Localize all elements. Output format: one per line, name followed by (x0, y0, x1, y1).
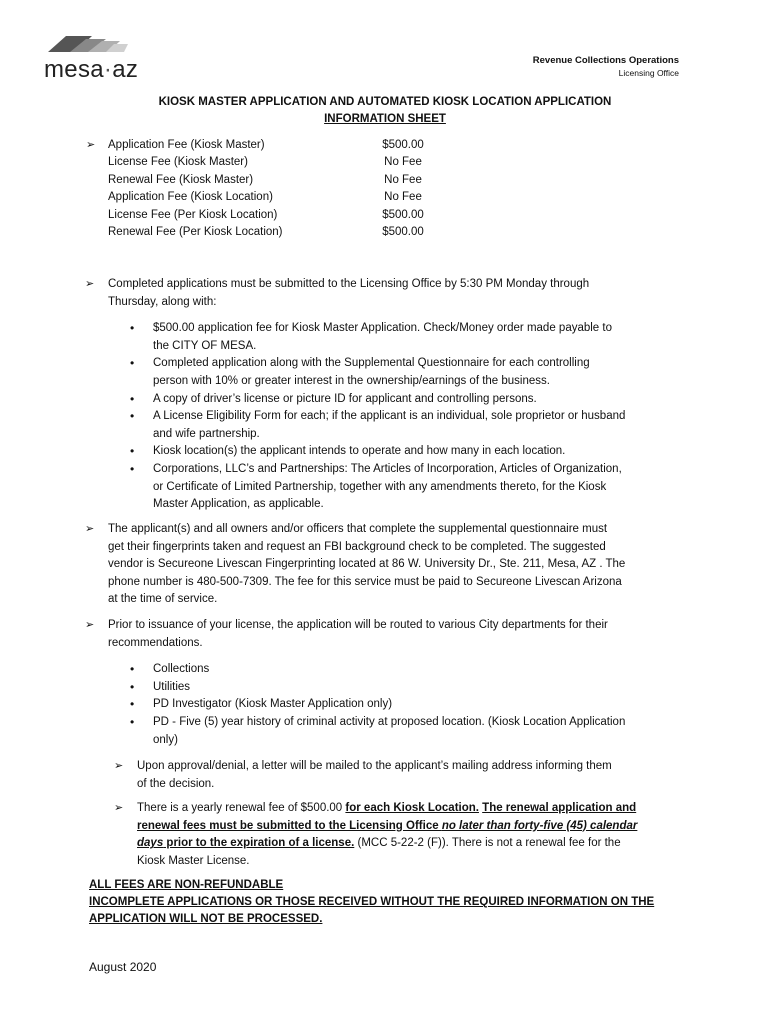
renewal-line-2: renewal fees must be submitted to the Licensing Office no later than forty-five (45) calendar (137, 819, 638, 832)
fee-row (86, 207, 438, 224)
fee-row (86, 154, 438, 171)
fee-list (86, 137, 438, 241)
fee-amount: No Fee (384, 191, 422, 204)
list-item: • Utilities (153, 679, 698, 697)
list-item: • PD - Five (5) year history of criminal activity at proposed location. (Kiosk Location Application only) (153, 714, 698, 749)
arrow-bullet-icon: ➢ (85, 278, 95, 290)
arrow-bullet-icon: ➢ (85, 523, 95, 535)
submission-section (85, 276, 698, 514)
list-item: • Kiosk location(s) the applicant intends to operate and how many in each location. (153, 443, 698, 461)
renewal-line-3: days prior to the expiration of a license. (MCC 5-22-2 (F)). There is not a renewal fee for the (137, 837, 621, 850)
arrow-bullet-icon: ➢ (86, 139, 96, 151)
document-title: KIOSK MASTER APPLICATION AND AUTOMATED KIOSK LOCATION APPLICATION (158, 96, 612, 108)
fee-row (86, 224, 438, 241)
office-subname: Licensing Office (618, 68, 679, 78)
fee-amount: $500.00 (382, 139, 424, 151)
list-item: • Collections (153, 661, 698, 679)
fee-name: License Fee (Kiosk Master) (108, 156, 248, 169)
list-item: • Completed application along with the Supplemental Questionnaire for each controlling person with 10% or greater interest in the ownership/earnings of the business. (153, 355, 698, 390)
renewal-line-1: There is a yearly renewal fee of $500.00 for each Kiosk Location. The renewal application and (137, 802, 637, 814)
routing-text: Prior to issuance of your license, the application will be routed to various City departments for their recommendations. (108, 619, 608, 649)
fee-name: Application Fee (Kiosk Location) (108, 191, 273, 204)
approval-section: ➢ Upon approval/denial, a letter will be mailed to the applicant’s mailing address informing them of the decision. (114, 760, 612, 790)
list-item: • PD Investigator (Kiosk Master Application only) (153, 696, 698, 714)
fee-amount: $500.00 (382, 208, 424, 221)
arrow-bullet-icon: ➢ (114, 802, 124, 814)
fee-name: Application Fee (Kiosk Master) (108, 139, 265, 151)
routing-section (85, 617, 698, 749)
fee-row (86, 172, 438, 189)
fingerprint-text: The applicant(s) and all owners and/or officers that complete the supplemental questionnaire must get their fingerprints taken and request an FBI background check to be completed. The suggested vendor is Secureone Livescan Fingerprinting located at 86 W. University Dr., Ste. 211, Mesa, AZ . The phone number is 480-500-7309. The fee for this service must be paid to Secureone Livescan Arizona at the time of service. (108, 523, 626, 606)
list-item: • A copy of driver’s license or picture ID for applicant and controlling persons. (153, 391, 698, 409)
arrow-bullet-icon: ➢ (114, 760, 124, 772)
fee-name: License Fee (Per Kiosk Location) (108, 208, 278, 221)
fee-amount: No Fee (384, 156, 422, 169)
important-notice: ALL FEES ARE NON-REFUNDABLE INCOMPLETE APPLICATIONS OR THOSE RECEIVED WITHOUT THE REQUIRED INFORMATION ON THE APPLICATION WILL NOT BE PROCESSED. (89, 879, 655, 925)
mesa-logo-mark-icon (48, 30, 130, 54)
office-header (533, 54, 679, 80)
logo-wordmark: mesa·az (44, 56, 139, 83)
renewal-section (114, 800, 697, 870)
fee-name: Renewal Fee (Kiosk Master) (108, 173, 254, 186)
fingerprint-section (85, 521, 698, 609)
submission-requirements-list (153, 320, 698, 514)
list-item: • $500.00 application fee for Kiosk Master Application. Check/Money order made payable to the CITY OF MESA. (153, 320, 698, 355)
fee-amount: No Fee (384, 173, 422, 186)
routing-departments-list (153, 661, 698, 749)
list-item: • A License Eligibility Form for each; if the applicant is an individual, sole proprietor or husband and wife partnership. (153, 408, 698, 443)
fee-row (86, 189, 438, 206)
fee-amount: $500.00 (382, 226, 424, 239)
fee-name: Renewal Fee (Per Kiosk Location) (108, 226, 283, 239)
document-subtitle: INFORMATION SHEET (324, 113, 446, 125)
office-name: Revenue Collections Operations (532, 55, 679, 66)
renewal-line-4: Kiosk Master License. (137, 854, 250, 867)
arrow-bullet-icon: ➢ (85, 619, 95, 631)
mesa-az-logo (44, 30, 139, 83)
list-item: • Corporations, LLC’s and Partnerships: The Articles of Incorporation, Articles of Organization, or Certificate of Limited Partnership, together with any amendments thereto, for the Kiosk Master Application, as applicable. (153, 461, 698, 514)
document-date: August 2020 (89, 960, 157, 974)
fee-row (86, 137, 438, 154)
submission-text: Completed applications must be submitted to the Licensing Office by 5:30 PM Monday through Thursday, along with: (108, 278, 590, 308)
